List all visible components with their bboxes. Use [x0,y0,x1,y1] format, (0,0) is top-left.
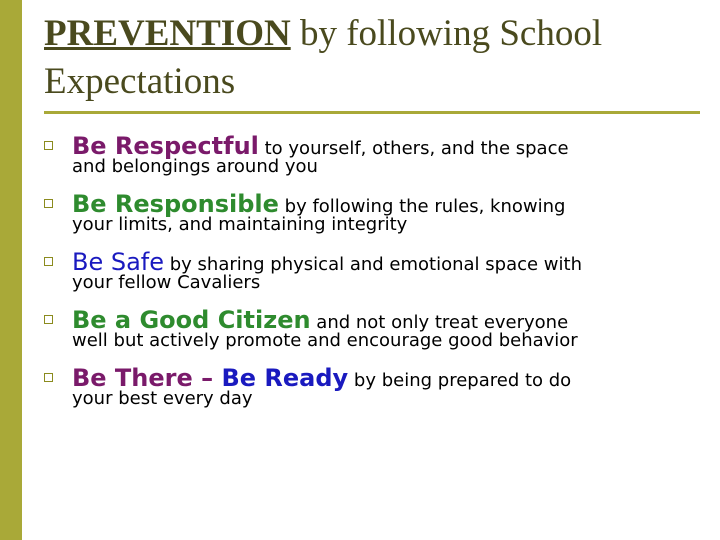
bullet-text: by following the rules, knowing [278,196,566,217]
bullet-head: Be Respectful [72,132,259,160]
bullet-head: Be Responsible [72,190,279,218]
slide-title [44,10,704,106]
bullet-head: Be a Good Citizen [72,306,311,334]
square-bullet-icon [44,199,53,208]
title-bold: PREVENTION [44,13,291,54]
bullet-text: by being prepared to do [348,370,572,391]
sidebar-accent-bar [0,0,22,540]
bullet-list [44,128,704,418]
bullet-text: by sharing physical and emotional space with [164,254,582,275]
bullet-head: Be Safe [72,248,165,276]
square-bullet-icon [44,257,53,266]
bullet-text: to yourself, others, and the space [258,138,569,159]
title-divider [44,111,700,114]
square-bullet-icon [44,315,53,324]
bullet-head: Be There [72,364,193,392]
bullet-continuation: your best every day [72,388,253,409]
square-bullet-icon [44,141,53,150]
square-bullet-icon [44,373,53,382]
bullet-continuation: your limits, and maintaining integrity [72,214,408,235]
bullet-item-citizen [44,302,704,360]
bullet-continuation: and belongings around you [72,156,318,177]
bullet-text: and not only treat everyone [310,312,569,333]
bullet-dash: – [192,364,222,392]
bullet-continuation: your fellow Cavaliers [72,272,261,293]
bullet-item-safe [44,244,704,302]
bullet-continuation: well but actively promote and encourage good behavior [72,330,578,351]
bullet-item-respectful [44,128,704,186]
bullet-item-there-ready [44,360,704,418]
bullet-head-2: Be Ready [221,364,349,392]
title-rest: by following School Expectations [44,13,603,102]
bullet-item-responsible [44,186,704,244]
